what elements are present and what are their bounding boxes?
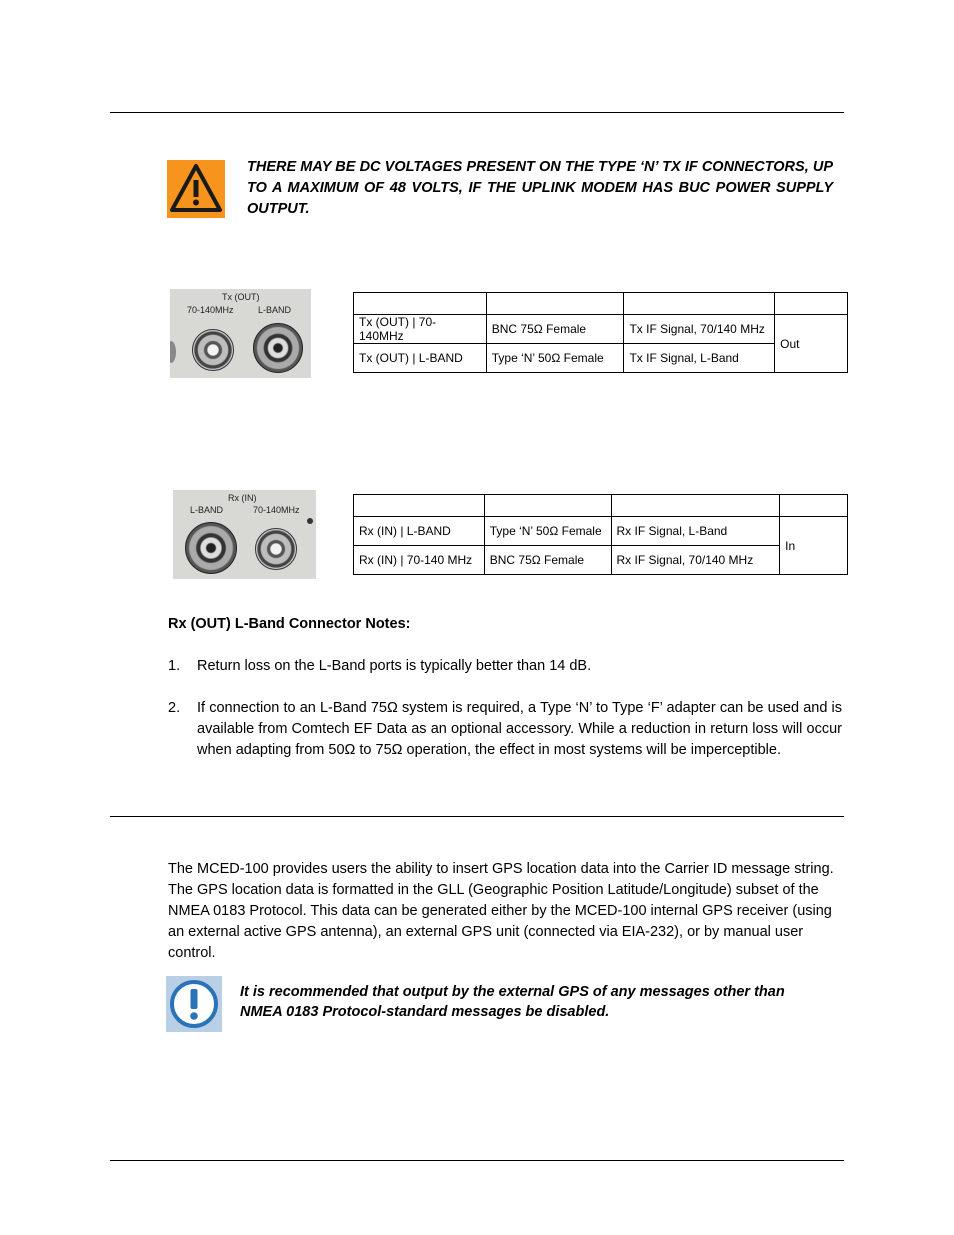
- connector-type-cell: BNC 75Ω Female: [486, 315, 624, 344]
- connector-type-cell: Type ‘N’ 50Ω Female: [486, 344, 624, 373]
- screw-hole: [307, 518, 313, 524]
- tx-connector-table: [353, 292, 848, 373]
- list-item: [168, 698, 842, 782]
- connector-name-cell: Rx (IN) | 70-140 MHz: [354, 546, 485, 575]
- connector-description-cell: Tx IF Signal, 70/140 MHz: [624, 315, 775, 344]
- connector-direction-cell: In: [780, 517, 848, 575]
- connector-name-cell: Tx (OUT) | L-BAND: [354, 344, 487, 373]
- table-row: [354, 315, 848, 344]
- bnc-connector: [255, 528, 297, 570]
- table-header-row: [354, 293, 848, 315]
- tx-photo-left-label: 70-140MHz: [187, 305, 234, 315]
- list-item-text: Return loss on the L-Band ports is typically better than 14 dB.: [197, 658, 592, 674]
- notes-heading: Rx (OUT) L-Band Connector Notes:: [168, 616, 411, 632]
- table-row: [354, 344, 848, 373]
- connector-description-cell: Rx IF Signal, L-Band: [611, 517, 780, 546]
- connector-type-cell: Type ‘N’ 50Ω Female: [484, 517, 611, 546]
- top-rule: [110, 112, 844, 113]
- list-item-number: 2.: [168, 700, 181, 716]
- connector-description-cell: Tx IF Signal, L-Band: [624, 344, 775, 373]
- connector-description-cell: Rx IF Signal, 70/140 MHz: [611, 546, 780, 575]
- connector-name-cell: Rx (IN) | L-BAND: [354, 517, 485, 546]
- gps-paragraph: The MCED-100 provides users the ability to insert GPS location data into the Carrier ID message string. The GPS location data is formatted in the GLL (Geographic Position Latitude/Longitude) subset of the NMEA 0183 Protocol. This data can be generated either by the MCED-100 internal GPS receiver (using an external active GPS antenna), an external GPS unit (connected via EIA-232), or by manual user control.: [168, 861, 834, 961]
- rx-photo-title: Rx (IN): [228, 493, 257, 503]
- table-row: [354, 517, 848, 546]
- warning-text: THERE MAY BE DC VOLTAGES PRESENT ON THE TYPE ‘N’ TX IF CONNECTORS, UP TO A MAXIMUM OF 48 VOLTS, IF THE UPLINK MODEM HAS BUC POWER SUPPLY OUTPUT.: [247, 159, 833, 217]
- list-item-text: If connection to an L-Band 75Ω system is required, a Type ‘N’ to Type ‘F’ adapter can be used and is available from Comtech EF Data as an optional accessory. While a reduction in return loss will occur when adapting from 50Ω to 75Ω operation, the effect in most systems will be imperceptible.: [197, 700, 842, 758]
- tx-connector-photo: [170, 289, 311, 378]
- connector-name-cell: Tx (OUT) | 70-140MHz: [354, 315, 487, 344]
- rx-connector-table: [353, 494, 848, 575]
- table-row: [354, 546, 848, 575]
- connector-type-cell: BNC 75Ω Female: [484, 546, 611, 575]
- connector-direction-cell: Out: [775, 315, 848, 373]
- tx-photo-right-label: L-BAND: [258, 305, 292, 315]
- info-exclamation-icon: [166, 976, 222, 1032]
- bnc-connector: [192, 329, 234, 371]
- rx-connector-photo: [173, 490, 316, 579]
- info-note-text: It is recommended that output by the external GPS of any messages other than NMEA 0183 Protocol-standard messages be disabled.: [240, 984, 785, 1020]
- bottom-rule: [110, 1160, 844, 1161]
- n-type-connector: [185, 522, 237, 574]
- list-item: [168, 656, 842, 677]
- table-header-row: [354, 495, 848, 517]
- list-item-number: 1.: [168, 658, 181, 674]
- rx-photo-right-label: 70-140MHz: [253, 505, 300, 515]
- partial-connector: [170, 341, 176, 363]
- rx-photo-left-label: L-BAND: [190, 505, 224, 515]
- tx-photo-title: Tx (OUT): [222, 292, 260, 302]
- n-type-connector: [253, 323, 303, 373]
- section-rule: [110, 816, 844, 817]
- warning-triangle-icon: [167, 160, 225, 218]
